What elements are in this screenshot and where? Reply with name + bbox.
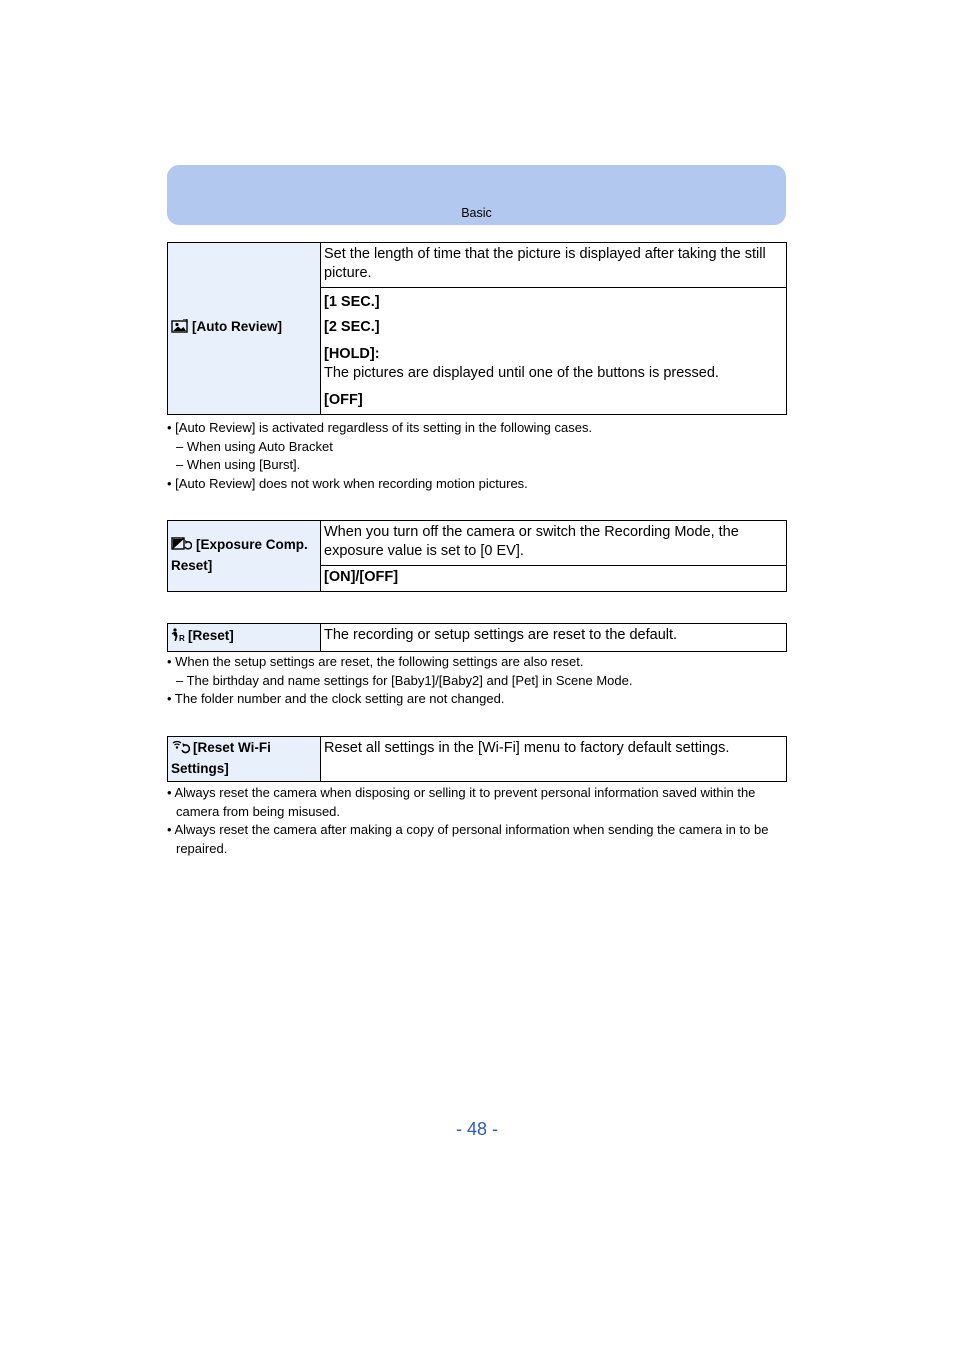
- note: • When the setup settings are reset, the following settings are also reset.: [167, 654, 584, 669]
- note: • The folder number and the clock setting are not changed.: [167, 691, 505, 706]
- reset-icon: [171, 628, 186, 648]
- sub-note: – When using Auto Bracket: [176, 438, 333, 454]
- note: • Always reset the camera after making a copy of personal information when sending the camera in to be repaired.: [167, 822, 769, 856]
- exposure-reset-description: When you turn off the camera or switch the Recording Mode, the exposure value is set to [0 EV].: [321, 521, 787, 566]
- reset-name-cell: [168, 624, 321, 652]
- auto-review-description: Set the length of time that the picture is displayed after taking the still picture.: [321, 243, 787, 288]
- page-number: - 48 -: [455, 1119, 498, 1139]
- exposure-reset-options: [321, 566, 787, 592]
- reset-wifi-notes: [167, 784, 787, 858]
- auto-review-icon: [171, 319, 188, 339]
- note: • [Auto Review] does not work when recording motion pictures.: [167, 475, 528, 491]
- reset-wifi-name-cell: [168, 737, 321, 782]
- auto-review-notes: [167, 419, 792, 493]
- exposure-comp-reset-icon: [171, 537, 192, 557]
- exposure-reset-name-cell: [168, 521, 321, 592]
- note: • Always reset the camera when disposing or selling it to prevent personal information saved within the camera from being misused.: [167, 785, 756, 819]
- exposure-reset-label: [Exposure Comp. Reset]: [171, 537, 308, 573]
- reset-wifi-table: [167, 736, 787, 782]
- reset-label: [Reset]: [188, 627, 234, 643]
- note: • [Auto Review] is activated regardless of its setting in the following cases.: [167, 420, 593, 435]
- reset-wifi-icon: [171, 739, 191, 760]
- exposure-reset-table: [167, 520, 787, 592]
- option-on-off: [ON]/[OFF]: [324, 569, 399, 585]
- sub-note: – The birthday and name settings for [Baby1]/[Baby2] and [Pet] in Scene Mode.: [176, 672, 633, 688]
- option-off: [OFF]: [324, 392, 363, 408]
- svg-text:R: R: [179, 633, 185, 642]
- auto-review-label: [Auto Review]: [192, 318, 283, 334]
- reset-notes: [167, 653, 792, 709]
- option-hold: [HOLD]:: [324, 346, 380, 362]
- reset-wifi-label: [Reset Wi-Fi Settings]: [171, 740, 271, 776]
- auto-review-name-cell: [168, 243, 321, 415]
- option-2-sec: [2 SEC.]: [324, 318, 380, 335]
- auto-review-options-cell: [321, 288, 787, 415]
- section-title: Basic: [461, 206, 492, 220]
- sub-note: – When using [Burst].: [176, 457, 301, 472]
- reset-table: [167, 623, 787, 652]
- auto-review-table: [167, 242, 787, 415]
- section-header-bar: [167, 165, 786, 225]
- option-1-sec: [1 SEC.]: [324, 294, 380, 310]
- reset-wifi-description: Reset all settings in the [Wi-Fi] menu to factory default settings.: [321, 737, 787, 782]
- reset-description: The recording or setup settings are reset to the default.: [321, 624, 787, 652]
- option-hold-description: The pictures are displayed until one of the buttons is pressed.: [324, 364, 719, 381]
